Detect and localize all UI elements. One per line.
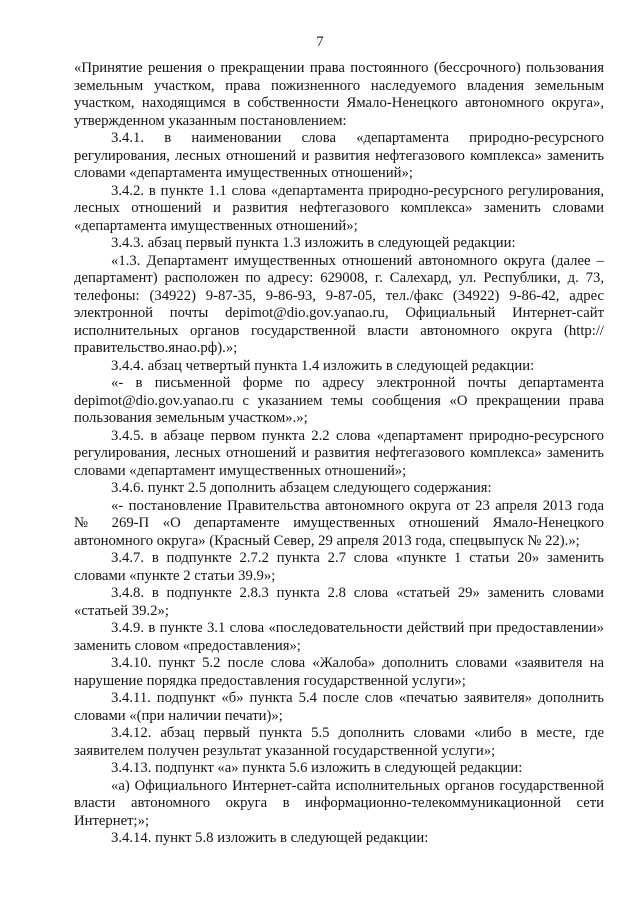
paragraph-3-4-1: 3.4.1. в наименовании слова «департамента природно-ресурсного регулирования, лесных отношений и развития нефтегазового комплекса» заменить словами «департамента имущественных отношений»; [74,130,604,181]
paragraph-decree-text: «- постановление Правительства автономного округа от 23 апреля 2013 года № 269-П «О департаменте имущественных отношений Ямало-Ненецкого автономного округа» (Красный Север, 29 апреля 2013 года, спецвыпуск № 22).»; [74,497,604,549]
paragraph-3-4-2: 3.4.2. в пункте 1.1 слова «департамента природно-ресурсного регулирования, лесных отношений и развития нефтегазового комплекса» заменить словами «департамента имущественных отношений»; [74,182,604,234]
paragraph-3-4-13: 3.4.13. подпункт «а» пункта 5.6 изложить в следующей редакции: [111,760,523,776]
paragraph-3-4-3: 3.4.3. абзац первый пункта 1.3 изложить в следующей редакции: [111,235,516,251]
paragraph-intro: «Принятие решения о прекращении права постоянного (бессрочного) пользования земельным участком, права пожизненного наследуемого владения земельным участком, находящимся в собственности Ямало-Ненецкого автономного округа», утвержденном указанным постановлением: [74,60,604,129]
paragraph-3-4-11: 3.4.11. подпункт «б» пункта 5.4 после слов «печатью заявителя» дополнить словами «(при наличии печати)»; [74,690,604,724]
paragraph-3-4-12: 3.4.12. абзац первый пункта 5.5 дополнить словами «либо в месте, где заявителем получен результат указанной государственной услуги»; [74,725,604,759]
page-number: 7 [316,34,324,50]
paragraph-3-4-8: 3.4.8. в подпункте 2.8.3 пункта 2.8 слова «статьей 29» заменить словами «статьей 39.2»; [74,585,604,619]
paragraph-3-4-4: 3.4.4. абзац четвертый пункта 1.4 изложить в следующей редакции: [111,357,535,374]
paragraph-website-text: «а) Официального Интернет-сайта исполнительных органов государственной власти автономного округа в информационно-телекоммуникационной сети Интернет;»; [74,777,604,829]
paragraph-3-4-10: 3.4.10. пункт 5.2 после слова «Жалоба» дополнить словами «заявителя на нарушение порядка предоставления государственной услуги»; [74,655,604,689]
paragraph-3-4-9: 3.4.9. в пункте 3.1 слова «последовательности действий при предоставлении» заменить словом «предоставления»; [74,620,604,654]
paragraph-email-text: «- в письменной форме по адресу электронной почты департамента depimot@dio.gov.yanao.ru с указанием темы сообщения «О прекращении права пользования земельным участком».»; [74,375,604,426]
paragraph-1-3-text: «1.3. Департамент имущественных отношений автономного округа (далее – департамент) расположен по адресу: 629008, г. Салехард, ул. Республики, д. 73, телефоны: (34922) 9-87-35, 9-86-93, 9-87-05, тел./факс (34922) 9-86-42, адрес электронной почты depimot@dio.gov.yanao.ru, Официальный Интернет-сайт исполнительных органов государственной власти автономного округа (http://правительство.янао.рф).»; [74,252,604,356]
paragraph-3-4-6: 3.4.6. пункт 2.5 дополнить абзацем следующего содержания: [111,480,492,496]
paragraph-3-4-5: 3.4.5. в абзаце первом пункта 2.2 слова «департамент природно-ресурсного регулирования, лесных отношений и развития нефтегазового комплекса» заменить словами «департамент имущественных отношений»; [74,427,604,479]
paragraph-3-4-7: 3.4.7. в подпункте 2.7.2 пункта 2.7 слова «пункте 1 статьи 20» заменить словами «пункте 2 статьи 39.9»; [74,550,604,584]
paragraph-3-4-14: 3.4.14. пункт 5.8 изложить в следующей редакции: [111,830,429,846]
document-body [74,60,604,848]
